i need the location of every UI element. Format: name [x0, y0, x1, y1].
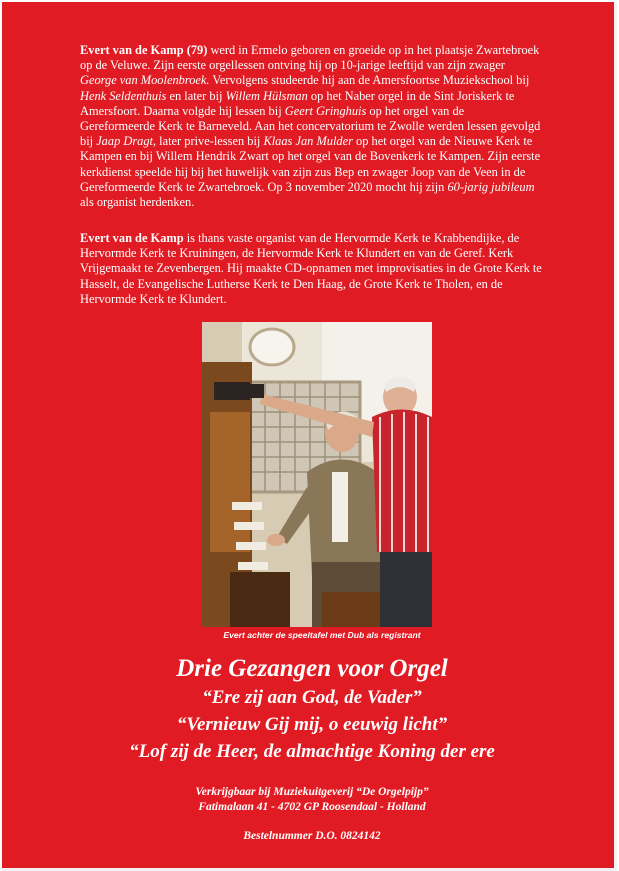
hymn-title: “Vernieuw Gij mij, o eeuwig licht”	[176, 714, 448, 735]
photo-caption: Evert achter de speeltafel met Dub als registrant	[223, 630, 421, 640]
hymn-title: “Lof zij de Heer, de almachtige Koning der ere	[129, 741, 495, 762]
bio-text: op het orgel van de Gereformeerde Kerk te Barneveld. Aan het concervatorium te Zwolle werden lessen gevolgd bij	[80, 103, 541, 149]
jubilee-text: 60-jarig jubileum	[447, 179, 535, 194]
bio-text: en later bij	[166, 88, 226, 103]
bio-text: later prive-lessen bij	[156, 134, 264, 149]
hymn-title: “Ere zij aan God, de Vader”	[202, 687, 422, 708]
teacher-name: George van Moolenbroek.	[80, 73, 210, 88]
order-number: Bestelnummer D.O. 0824142	[243, 830, 381, 842]
teacher-name: Geert Gringhuis	[284, 103, 367, 118]
organ-console-photo	[202, 322, 432, 627]
positions-text: is thans vaste organist van de Hervormde Kerk te Krabbendijke, de Hervormde Kerk te Kruiningen, de Hervormde Kerk te Klundert en van de Geref. Kerk Vrijgemaakt te Zevenbergen. Hij maakte CD-opnamen met improvisaties in de Grote Kerk te Hasselt, de Evangelische Lutherse Kerk te Den Haag, de Grote Kerk te Tholen, en de Hervormde Kerk te Klundert.	[80, 231, 542, 306]
bio-text: op het Naber orgel in de Sint Joriskerk te Amersfoort. Daarna volgde hij lessen bij	[80, 88, 515, 118]
publisher-address: Fatimalaan 41 - 4702 GP Roosendaal - Holland	[198, 801, 426, 813]
teacher-name: Henk Seldenthuis	[80, 88, 167, 103]
bio-text: Vervolgens studeerde hij aan de Amersfoortse Muziekschool bij	[209, 73, 530, 88]
bio-text: werd in Ermelo geboren en groeide op in het plaatsje Zwartebroek op de Veluwe. Zijn eerste orgellessen ontving hij op 10-jarige leeftijd van zijn zwager	[80, 43, 540, 73]
current-positions-paragraph	[80, 231, 542, 307]
brochure-page	[2, 2, 617, 871]
organist-name: Evert van de Kamp (79)	[80, 43, 208, 57]
teacher-name: Willem Hülsman	[225, 88, 308, 103]
biography-paragraph	[80, 43, 542, 210]
organist-name: Evert van de Kamp	[80, 231, 184, 245]
publisher-name: Verkrijgbaar bij Muziekuitgeverij “De Orgelpijp”	[195, 786, 429, 798]
bio-text: als organist herdenken.	[80, 195, 195, 210]
bio-text: op het orgel van de Nieuwe Kerk te Kampen en bij Willem Hendrik Zwart op het orgel van de Bovenkerk te Kampen. Zijn eerste kerkdienst speelde hij bij het huwelijk van zijn zus Bep en zwager Joop van de Veen in de Gereformeerde Kerk te Zwartebroek. Op 3 november 2020 mocht hij zijn	[80, 134, 541, 194]
teacher-name: Klaas Jan Mulder	[263, 134, 353, 149]
teacher-name: Jaap Dragt,	[96, 134, 157, 149]
product-title: Drie Gezangen voor Orgel	[176, 655, 448, 682]
